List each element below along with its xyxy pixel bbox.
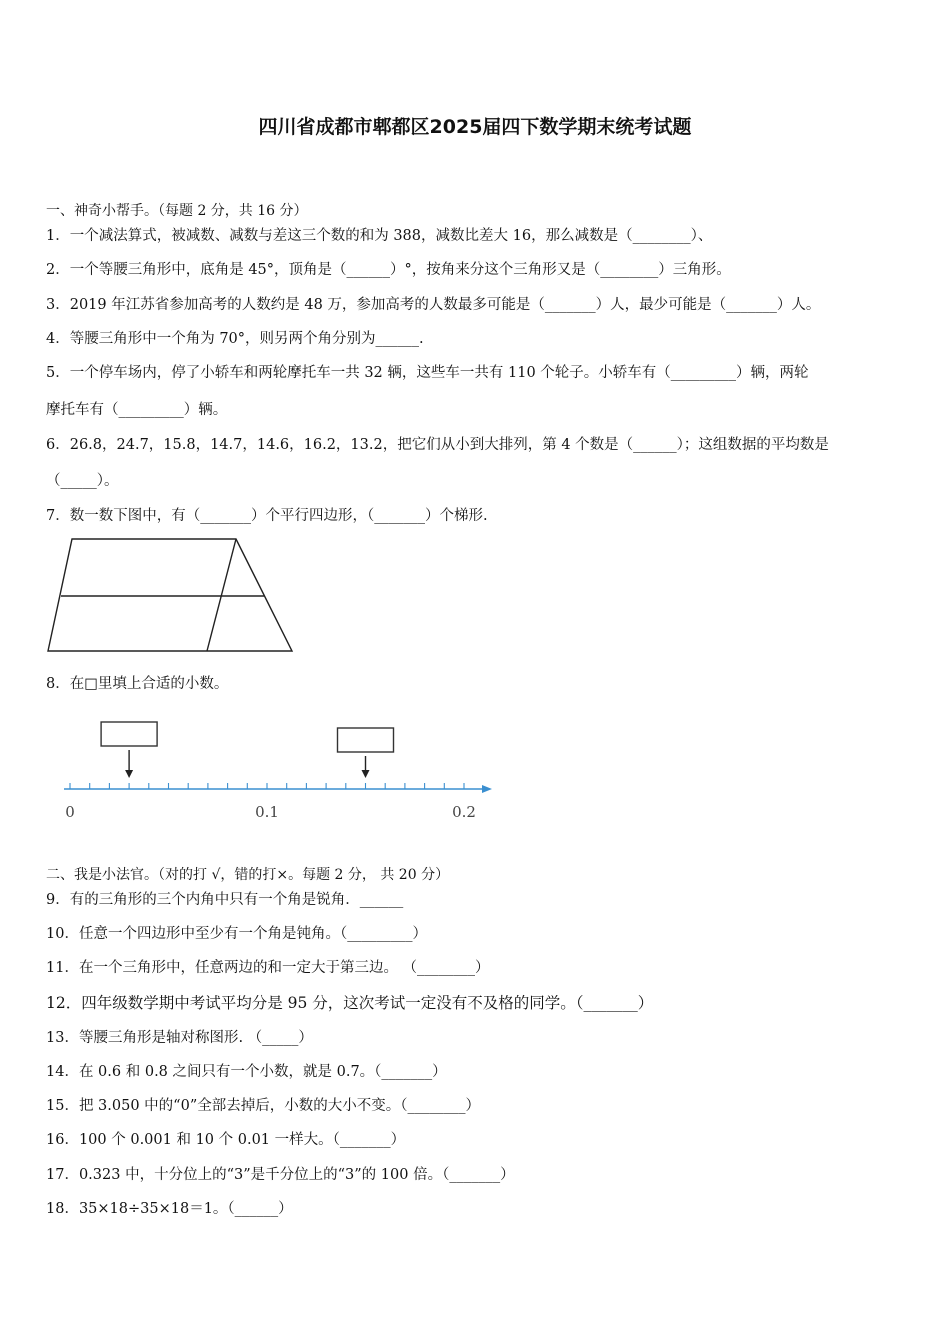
question-8: 8．在□里填上合适的小数。 bbox=[46, 676, 229, 692]
question-14: 14．在 0.6 和 0.8 之间只有一个小数，就是 0.7。（_______） bbox=[46, 1064, 447, 1080]
question-12: 12．四年级数学期中考试平均分是 95 分，这次考试一定没有不及格的同学。（_______） bbox=[46, 994, 654, 1012]
question-17: 17．0.323 中，十分位上的“3”是千分位上的“3”的 100 倍。（_______） bbox=[46, 1167, 515, 1183]
number-line-label: 0.1 bbox=[255, 803, 279, 821]
number-line-figure bbox=[50, 712, 510, 832]
question-15: 15．把 3.050 中的“0”全部去掉后，小数的大小不变。（________） bbox=[46, 1098, 480, 1114]
question-1: 1．一个减法算式，被减数、减数与差这三个数的和为 388，减数比差大 16，那么减数是（________）、 bbox=[46, 228, 713, 244]
section2-header: 二、我是小法官。（对的打 √，错的打×。每题 2 分， 共 20 分） bbox=[46, 867, 450, 883]
answer-box bbox=[338, 728, 394, 752]
question-18: 18．35×18÷35×18＝1。（______） bbox=[46, 1201, 293, 1217]
question-6-line1: 6．26.8，24.7，15.8，14.7，14.6，16.2，13.2，把它们从小到大排列，第 4 个数是（______）；这组数据的平均数是 bbox=[46, 437, 829, 453]
question-3: 3．2019 年江苏省参加高考的人数约是 48 万，参加高考的人数最多可能是（_______）人，最少可能是（_______）人。 bbox=[46, 297, 821, 313]
question-13: 13．等腰三角形是轴对称图形. （_____） bbox=[46, 1030, 313, 1046]
number-line-arrowhead bbox=[482, 785, 492, 793]
question-9: 9．有的三角形的三个内角中只有一个角是锐角．______ bbox=[46, 892, 404, 908]
pointer-arrowhead bbox=[125, 770, 133, 778]
page-title: 四川省成都市郫都区2025届四下数学期末统考试题 bbox=[258, 116, 692, 138]
number-line-label: 0.2 bbox=[452, 803, 476, 821]
question-5-line1: 5．一个停车场内，停了小轿车和两轮摩托车一共 32 辆，这些车一共有 110 个轮子。小轿车有（_________）辆，两轮 bbox=[46, 365, 809, 381]
trapezoid-figure bbox=[44, 537, 296, 657]
question-11: 11．在一个三角形中，任意两边的和一定大于第三边。 （________） bbox=[46, 960, 490, 976]
trapezoid-inner-slant bbox=[207, 539, 236, 651]
pointer-arrowhead bbox=[362, 770, 370, 778]
question-10: 10．任意一个四边形中至少有一个角是钝角。（_________） bbox=[46, 926, 427, 942]
question-5-line2: 摩托车有（_________）辆。 bbox=[46, 402, 228, 418]
answer-box bbox=[101, 722, 157, 746]
trapezoid-outline bbox=[48, 539, 292, 651]
question-2: 2．一个等腰三角形中，底角是 45°，顶角是（______）°，按角来分这个三角形又是（________）三角形。 bbox=[46, 262, 731, 278]
section1-header: 一、神奇小帮手。（每题 2 分，共 16 分） bbox=[46, 203, 308, 219]
number-line-label: 0 bbox=[65, 803, 75, 821]
question-7: 7．数一数下图中，有（_______）个平行四边形，（_______）个梯形. bbox=[46, 508, 488, 524]
question-6-line2: （_____）。 bbox=[46, 473, 119, 489]
question-16: 16．100 个 0.001 和 10 个 0.01 一样大。（_______） bbox=[46, 1132, 406, 1148]
question-4: 4．等腰三角形中一个角为 70°，则另两个角分别为______. bbox=[46, 331, 424, 347]
